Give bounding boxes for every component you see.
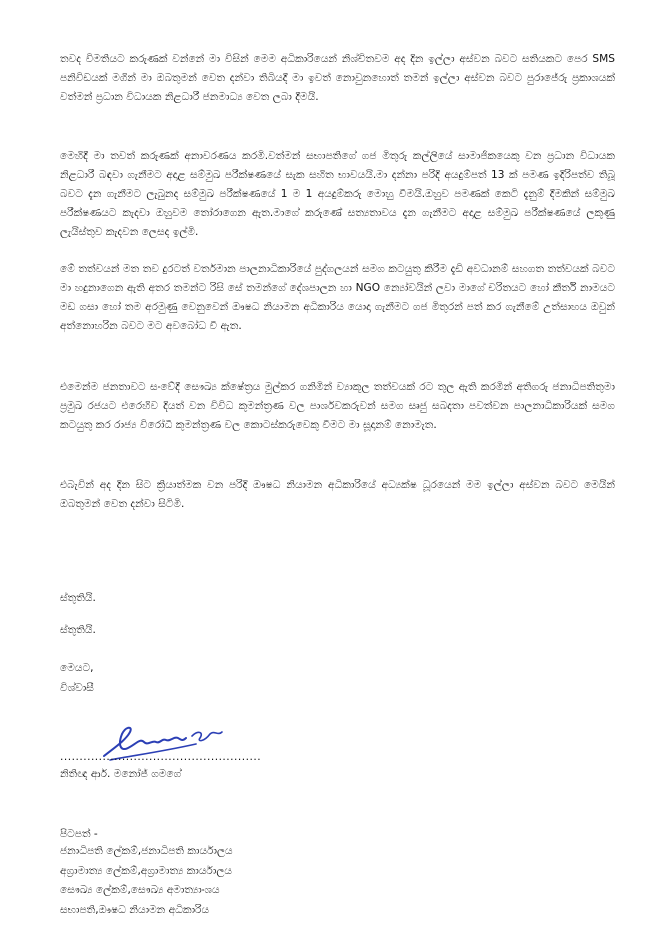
signer-name: නිතිඥ ආර්. මනෝජ් ගමගේ	[60, 768, 182, 780]
copy-recipient: සභාපති,ඖෂධ නියාමන අධිකාරිය	[60, 903, 210, 916]
signature-line: ....................................................	[60, 751, 262, 763]
letter-paragraph-4: එමෙන්ම ජනතාවට සංවේදී සෞඛ්‍ය ක්ෂේත්‍රය මුල්කර ගනිමින් ව්‍යාකූල තත්වයක් රට තුල ඇති කරමින් අතිගරු ජනාධිපතිතුමා ප්‍රමුඛ රජයට එරෙහිව දියත් වන විවිධ කුමන්ත්‍රණ වල පාර්ශවකරුවන් සමග සෘජු සබදතා පවත්වන පාලනාධිකාරියක් සමග කටයුතු කර රාජ්‍ය විරෝධී කුමන්ත්‍රණ වල කොටස්කරුවෙකු වීමට මා සූදානම් නොමැත.	[60, 381, 615, 431]
letter-paragraph-5: එබැවින් අද දින සිට ක්‍රියාත්මක වන පරිදි ඖෂධ නියාමන අධිකාරියේ අධ්‍යක්ෂ ධූරයෙන් මම ඉල්ලා අස්වන බවට මෙයින් ඔබතුමන් වෙත දන්වා සිටිමි.	[60, 479, 615, 510]
copy-recipient: ජනාධිපති ලේකම්,ජනාධිපති කාර්යාලය	[60, 845, 233, 857]
letter-paragraph-1: තවද විමතියට කරුණක් වන්නේ මා විසින් මෙම අධිකාරියෙන් නිශ්චිතවම අද දින ඉල්ලා අස්වන බවට සතියකට පෙර SMS පනිවිඩයක් මගින් මා ඔබතුමන් වෙත දන්වා තිබියදී මා ඉවත් නොවුනහොත් තමන් ඉල්ලා අස්වන බවට පුරාජේරු ප්‍රකාශයක් වත්මන් ප්‍රධාන විධායක නිළධාරී ජනමාධ්‍ය වෙත ලබා දීමයි.	[60, 53, 615, 103]
copy-recipient: අග්‍රාමාත්‍ය ලේකම්,අග්‍රාමාත්‍ය කාර්යාලය	[60, 864, 233, 877]
letter-paragraph-2: මෙහිදී මා තවත් කරුණක් අනාවරණය කරමි.වත්මන් සභාපතිගේ ගජ මිතුරු කල්ලියේ සාමාජිකයෙකු වන ප්‍රධාන විධායක නිළධාරී බඳවා ගැනීමට අදාළ සම්මුඛ පරීක්ෂණයේ සැක සහිත භාවයයි.මා දන්නා පරිදි අයදුම්පත් 13 ක් පමණ ඉදිරිපත්ව තිබූ බවට දැන ගැනීමට ලැබුනද සම්මුඛ පරීක්ෂණයේ 1 ම 1 අයදුම්කරු මොහු වීමයි.ඔහුව පමණක් කෙටි දැනුම් දීමකින් සම්මුඛ පරීක්ෂණයට කැදවා ඔහුවම තෝරාගෙන ඇත.මාගේ කරුණේ සත්‍යතාවය දැන ගැනීමට අදාළ සම්මුඛ පරීක්ෂණයේ ලකුණු ලැයිස්තුව කැදවන ලෙසද ඉල්මි.	[60, 150, 615, 238]
closing-to: මෙයට,	[60, 662, 94, 674]
letter-paragraph-3: මේ තත්වයන් මත තව දුරටත් වර්තමාන පාලනාධිකාරියේ පුද්ගලයන් සමග කටයුතු කිරීම දැඩි අවධානම් සහගත තත්වයක් බවට මා හදුනාගෙන ඇති අතර තමන්ට රිසි සේ තමන්ගේ දේශපාලන හා NGO න්‍යෝවයින් ලවා මාගේ චරිතයට හෝ කීර්ති නාමයට මඩ ගසා හෝ තම අරමුණු වෙනුවෙන් ඖෂධ නියාමන අධිකාරිය යොදා ගැනීමට ගජ මිතුරන් පත් කර ගැනීමේ උත්සාහය ඔවුන් අත්නොහරින බවට මට අවබෝධ වී ඇත.	[60, 263, 615, 332]
thanks-line-1: ස්තුතියි.	[60, 592, 96, 604]
copy-recipient: සෞඛ්‍ය ලේකම්,සෞඛ්‍ය අමාත්‍යාංශය	[60, 884, 220, 896]
copies-label: පිටපත් -	[60, 828, 98, 840]
copies-list	[60, 842, 233, 920]
closing-trusted: විශ්වාසී	[60, 682, 94, 694]
thanks-line-2: ස්තුතියි.	[60, 624, 96, 636]
